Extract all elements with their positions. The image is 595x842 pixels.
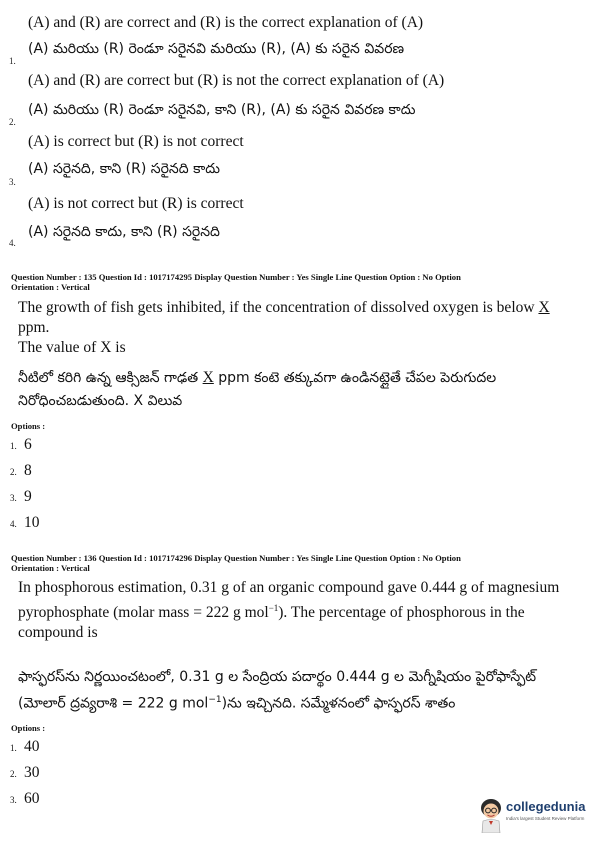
option-number: 3. bbox=[9, 177, 16, 187]
question-text: ppm. bbox=[18, 319, 50, 336]
question-text: In phosphorous estimation, 0.31 g of an organic compound gave 0.444 g of magnesium bbox=[18, 579, 560, 596]
question-text-telugu bbox=[18, 366, 583, 413]
option-1[interactable] bbox=[10, 738, 40, 756]
superscript: −1 bbox=[208, 695, 222, 705]
option-1[interactable] bbox=[10, 436, 32, 454]
option-number: 2. bbox=[10, 769, 17, 779]
question-meta-line: Question Number : 136 Question Id : 1017174296 Display Question Number : Yes Single Line Question Option : No Option bbox=[11, 553, 461, 563]
prev-option-english: (A) is correct but (R) is not correct bbox=[28, 133, 244, 150]
prev-option-telugu: (A) సరైనది కాదు, కాని (R) సరైనది bbox=[28, 224, 220, 240]
question-text: The value of X is bbox=[18, 339, 126, 356]
question-text: (మోలార్ ద్రవ్యరాశి = 222 g mol bbox=[18, 695, 209, 712]
collegedunia-logo bbox=[478, 795, 590, 835]
option-value: 60 bbox=[24, 790, 40, 807]
options-label: Options : bbox=[11, 421, 46, 431]
logo-tagline: India's largest Student Review Platform bbox=[506, 816, 585, 821]
variable-x: X bbox=[538, 299, 550, 316]
option-4[interactable] bbox=[10, 514, 40, 532]
variable-x: X bbox=[202, 369, 214, 386]
option-number: 4. bbox=[9, 238, 16, 248]
question-text: )ను ఇచ్చినది. సమ్మేళనంలో ఫాస్ఫరస్ శాతం bbox=[221, 695, 456, 712]
option-2[interactable] bbox=[10, 462, 32, 480]
question-meta bbox=[11, 272, 461, 292]
question-meta-line: Orientation : Vertical bbox=[11, 563, 90, 573]
question-meta-line: Orientation : Vertical bbox=[11, 282, 90, 292]
question-text: నీటిలో కరిగి ఉన్న ఆక్సిజన్ గాఢత bbox=[18, 370, 203, 386]
option-2[interactable] bbox=[10, 764, 40, 782]
option-number: 2. bbox=[9, 117, 16, 127]
question-text: pyrophosphate (molar mass = 222 g mol bbox=[18, 604, 269, 622]
option-value: 6 bbox=[24, 436, 32, 453]
question-text: The growth of fish gets inhibited, if the concentration of dissolved oxygen is below bbox=[18, 299, 539, 316]
prev-option-telugu: (A) మరియు (R) రెండూ సరైనవి మరియు (R), (A) కు సరైన వివరణ bbox=[28, 41, 405, 57]
option-value: 8 bbox=[24, 462, 32, 479]
option-value: 9 bbox=[24, 488, 32, 505]
option-number: 3. bbox=[10, 493, 17, 503]
option-number: 1. bbox=[9, 56, 16, 66]
option-number: 1. bbox=[10, 441, 17, 451]
option-3[interactable] bbox=[10, 790, 40, 808]
options-label: Options : bbox=[11, 723, 46, 733]
question-text-telugu bbox=[18, 666, 583, 716]
question-text: ). The percentage of phosphorous in the bbox=[278, 604, 525, 622]
option-value: 10 bbox=[24, 514, 40, 531]
question-text-english bbox=[18, 298, 583, 358]
mascot-icon bbox=[478, 797, 504, 833]
option-value: 40 bbox=[24, 738, 40, 755]
question-text: compound is bbox=[18, 624, 98, 642]
question-text: ppm కంటె తక్కువగా ఉండినట్లైతే చేపల పెరుగుదల bbox=[213, 370, 497, 386]
prev-option-telugu: (A) సరైనది, కాని (R) సరైనది కాదు bbox=[28, 161, 220, 177]
option-number: 2. bbox=[10, 467, 17, 477]
option-3[interactable] bbox=[10, 488, 32, 506]
question-meta bbox=[11, 553, 461, 573]
superscript: −1 bbox=[268, 603, 279, 613]
logo-wordmark: collegedunia bbox=[506, 799, 586, 814]
option-number: 3. bbox=[10, 795, 17, 805]
question-text-english bbox=[18, 578, 583, 643]
question-text: నిరోధించబడుతుంది. X విలువ bbox=[18, 393, 183, 409]
option-number: 1. bbox=[10, 743, 17, 753]
option-number: 4. bbox=[10, 519, 17, 529]
prev-option-english: (A) and (R) are correct and (R) is the correct explanation of (A) bbox=[28, 14, 424, 31]
prev-option-english: (A) is not correct but (R) is correct bbox=[28, 195, 244, 212]
prev-option-telugu: (A) మరియు (R) రెండూ సరైనవి, కాని (R), (A) కు సరైన వివరణ కాదు bbox=[28, 102, 416, 118]
prev-option-english: (A) and (R) are correct but (R) is not the correct explanation of (A) bbox=[28, 72, 445, 89]
option-value: 30 bbox=[24, 764, 40, 781]
question-text: ఫాస్ఫరస్‌ను నిర్ణయించటంలో, 0.31 g ల సేంద్రియ పదార్థం 0.444 g ల మెగ్నీషియం పైరోఫాస్ఫేట్ bbox=[18, 669, 537, 685]
question-meta-line: Question Number : 135 Question Id : 1017174295 Display Question Number : Yes Single Line Question Option : No Option bbox=[11, 272, 461, 282]
